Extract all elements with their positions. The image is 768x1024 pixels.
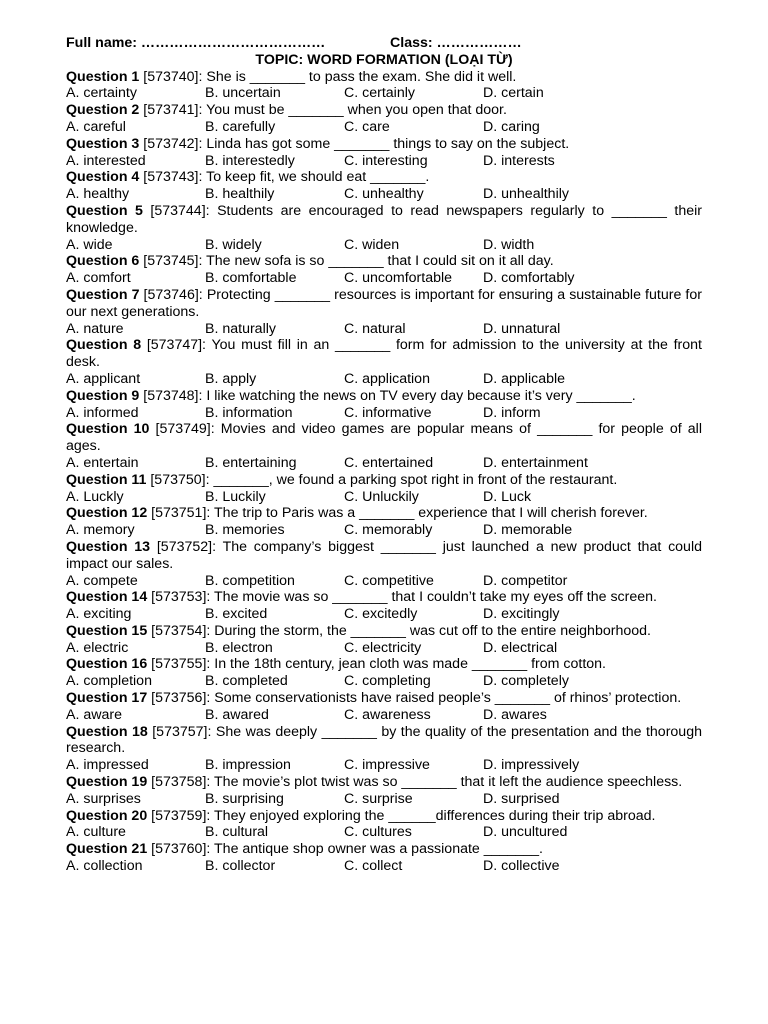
answer-option-d: D. memorable [483,522,573,539]
answer-option-a: A. nature [66,320,124,337]
answer-options [66,321,702,338]
question-item [66,690,702,724]
worksheet-title: TOPIC: WORD FORMATION (LOẠI TỪ) [255,51,513,68]
answer-option-c: C. uncomfortable [344,270,453,287]
answer-option-a: A. impressed [66,757,149,774]
answer-options [66,455,702,472]
answer-option-c: C. impressive [344,757,430,774]
answer-option-a: A. careful [66,118,126,135]
answer-option-d: D. collective [483,858,560,875]
answer-option-c: C. interesting [344,152,428,169]
answer-options [66,489,702,506]
question-label: Question 9 [66,387,140,404]
answer-option-c: C. electricity [344,639,422,656]
answer-option-b: B. impression [205,757,291,774]
question-label: Question 12 [66,505,148,522]
question-item [66,774,702,808]
question-item [66,69,702,103]
answer-option-c: C. care [344,118,390,135]
question-label: Question 11 [66,471,147,488]
answer-option-d: D. competitor [483,572,568,589]
answer-option-a: A. healthy [66,186,130,203]
question-stem [66,472,702,489]
question-stem [66,388,702,405]
answer-option-d: D. unhealthily [483,186,569,203]
answer-option-b: B. naturally [205,320,276,337]
question-stem [66,623,702,640]
question-item [66,656,702,690]
question-item [66,169,702,203]
answer-option-c: C. natural [344,320,406,337]
question-label: Question 15 [66,622,148,639]
answer-option-b: B. collector [205,858,276,875]
answer-option-d: D. entertainment [483,454,588,471]
question-label: Question 1 [66,68,140,85]
answer-option-a: A. memory [66,522,135,539]
question-stem [66,169,702,186]
answer-options [66,673,702,690]
question-text: [573740]: She is _______ to pass the exam. She did it well. [139,68,517,85]
question-stem [66,69,702,86]
answer-option-b: B. electron [205,639,273,656]
question-text: [573750]: _______, we found a parking spot right in front of the restaurant. [146,471,618,488]
question-label: Question 10 [66,421,150,438]
question-text: [573758]: The movie’s plot twist was so _______ that it left the audience speechless. [147,774,683,791]
answer-option-c: C. awareness [344,706,431,723]
question-label: Question 20 [66,807,148,824]
answer-option-c: C. surprise [344,790,413,807]
question-label: Question 4 [66,169,140,186]
question-text: [573756]: Some conservationists have raised people’s _______ of rhinos’ protection. [147,690,682,707]
question-stem [66,136,702,153]
question-stem [66,505,702,522]
question-item [66,253,702,287]
answer-option-b: B. carefully [205,118,276,135]
question-item [66,505,702,539]
answer-option-b: B. healthily [205,186,275,203]
answer-options [66,707,702,724]
question-text: [573752]: The company’s biggest _______ just launched a new product that could impact our sales. [66,538,702,572]
answer-option-d: D. inform [483,404,541,421]
question-item [66,472,702,506]
question-text: [573760]: The antique shop owner was a passionate _______. [147,841,543,858]
question-label: Question 6 [66,253,140,270]
answer-options [66,858,702,875]
question-item [66,589,702,623]
answer-option-c: C. informative [344,404,432,421]
question-item [66,337,702,387]
question-stem [66,337,702,371]
question-label: Question 13 [66,538,151,555]
question-label: Question 8 [66,337,142,354]
answer-option-c: C. collect [344,858,403,875]
question-item [66,539,702,589]
question-text: [573753]: The movie was so _______ that I couldn’t take my eyes off the screen. [147,589,657,606]
answer-option-d: D. excitingly [483,606,560,623]
answer-option-d: D. certain [483,85,544,102]
answer-option-d: D. completely [483,673,569,690]
answer-option-c: C. completing [344,673,431,690]
worksheet-page [66,35,702,875]
question-item [66,287,702,337]
answer-option-b: B. entertaining [205,454,297,471]
answer-option-b: B. excited [205,606,268,623]
question-stem [66,774,702,791]
answer-options [66,405,702,422]
question-text: [573757]: She was deeply _______ by the quality of the presentation and the thorough research. [66,723,702,757]
answer-option-b: B. memories [205,522,285,539]
question-text: [573747]: You must fill in an _______ form for admission to the university at the front desk. [66,337,702,371]
question-text: [573748]: I like watching the news on TV every day because it’s very _______. [139,387,636,404]
answer-options [66,371,702,388]
answer-option-d: D. electrical [483,639,558,656]
question-list [66,69,702,875]
question-label: Question 16 [66,656,148,673]
answer-option-d: D. impressively [483,757,580,774]
question-stem [66,539,702,573]
question-item [66,388,702,422]
answer-options [66,640,702,657]
answer-option-a: A. exciting [66,606,132,623]
question-text: [573742]: Linda has got some _______ things to say on the subject. [139,135,570,152]
answer-option-b: B. Luckily [205,488,266,505]
answer-option-b: B. comfortable [205,270,297,287]
answer-option-d: D. comfortably [483,270,575,287]
answer-options [66,606,702,623]
question-stem [66,253,702,270]
answer-option-c: C. unhealthy [344,186,424,203]
question-text: [573745]: The new sofa is so _______ that I could sit on it all day. [139,253,554,270]
answer-option-a: A. culture [66,824,126,841]
answer-option-b: B. uncertain [205,85,281,102]
answer-option-b: B. competition [205,572,295,589]
answer-options [66,824,702,841]
question-label: Question 2 [66,102,140,119]
answer-options [66,757,702,774]
answer-option-c: C. cultures [344,824,412,841]
answer-option-a: A. applicant [66,370,141,387]
answer-option-a: A. interested [66,152,146,169]
question-stem [66,203,702,237]
answer-option-c: C. widen [344,236,400,253]
answer-option-c: C. Unluckily [344,488,419,505]
answer-option-d: D. surprised [483,790,560,807]
answer-option-d: D. Luck [483,488,532,505]
question-stem [66,724,702,758]
question-label: Question 7 [66,286,140,303]
question-text: [573743]: To keep fit, we should eat _______. [139,169,430,186]
question-item [66,421,702,471]
question-item [66,724,702,774]
question-label: Question 3 [66,135,140,152]
answer-options [66,153,702,170]
answer-option-d: D. applicable [483,370,566,387]
question-text: [573746]: Protecting _______ resources is important for ensuring a sustainable future for our next generations. [66,286,702,320]
answer-option-d: D. uncultured [483,824,568,841]
question-text: [573751]: The trip to Paris was a _______ experience that I will cherish forever. [147,505,648,522]
question-text: [573741]: You must be _______ when you open that door. [139,102,507,119]
answer-option-b: B. awared [205,706,269,723]
answer-option-b: B. cultural [205,824,269,841]
answer-option-c: C. certainly [344,85,415,102]
question-label: Question 19 [66,774,148,791]
question-stem [66,656,702,673]
worksheet-header [66,35,702,52]
answer-option-c: C. competitive [344,572,434,589]
answer-option-a: A. entertain [66,454,139,471]
answer-option-a: A. surprises [66,790,141,807]
question-stem [66,421,702,455]
question-label: Question 17 [66,690,148,707]
answer-option-a: A. electric [66,639,129,656]
answer-option-b: B. information [205,404,293,421]
answer-options [66,791,702,808]
answer-option-a: A. aware [66,706,122,723]
answer-options [66,573,702,590]
question-text: [573749]: Movies and video games are popular means of _______ for people of all ages. [66,421,702,455]
question-text: [573744]: Students are encouraged to read newspapers regularly to _______ their knowledge. [66,202,702,236]
answer-options [66,237,702,254]
question-stem [66,841,702,858]
answer-option-c: C. application [344,370,430,387]
answer-options [66,270,702,287]
answer-option-d: D. interests [483,152,555,169]
answer-options [66,186,702,203]
answer-options [66,119,702,136]
question-label: Question 21 [66,841,148,858]
answer-option-c: C. excitedly [344,606,418,623]
question-item [66,102,702,136]
question-text: [573754]: During the storm, the _______ was cut off to the entire neighborhood. [147,622,651,639]
answer-option-d: D. caring [483,118,540,135]
answer-option-a: A. Luckly [66,488,124,505]
question-item [66,136,702,170]
question-stem [66,690,702,707]
answer-option-a: A. wide [66,236,113,253]
answer-option-a: A. compete [66,572,138,589]
question-item [66,203,702,253]
question-label: Question 18 [66,723,148,740]
answer-option-b: B. completed [205,673,288,690]
question-stem [66,808,702,825]
answer-option-a: A. informed [66,404,139,421]
question-item [66,841,702,875]
full-name-field: Full name: ………………………………… [66,35,326,51]
question-stem [66,287,702,321]
question-item [66,623,702,657]
answer-option-b: B. apply [205,370,257,387]
answer-option-a: A. completion [66,673,152,690]
question-stem [66,102,702,119]
answer-option-a: A. collection [66,858,143,875]
answer-option-c: C. entertained [344,454,434,471]
question-stem [66,589,702,606]
answer-option-b: B. widely [205,236,262,253]
answer-option-b: B. interestedly [205,152,295,169]
answer-option-c: C. memorably [344,522,433,539]
answer-option-a: A. comfort [66,270,131,287]
question-label: Question 14 [66,589,148,606]
question-item [66,808,702,842]
answer-option-d: D. awares [483,706,547,723]
answer-option-d: D. width [483,236,535,253]
answer-options [66,522,702,539]
class-field: Class: ……………… [390,35,522,51]
answer-option-b: B. surprising [205,790,284,807]
question-text: [573755]: In the 18th century, jean cloth was made _______ from cotton. [147,656,606,673]
answer-option-d: D. unnatural [483,320,561,337]
question-label: Question 5 [66,202,143,219]
question-text: [573759]: They enjoyed exploring the ______differences during their trip abroad. [147,807,656,824]
answer-option-a: A. certainty [66,85,137,102]
answer-options [66,85,702,102]
